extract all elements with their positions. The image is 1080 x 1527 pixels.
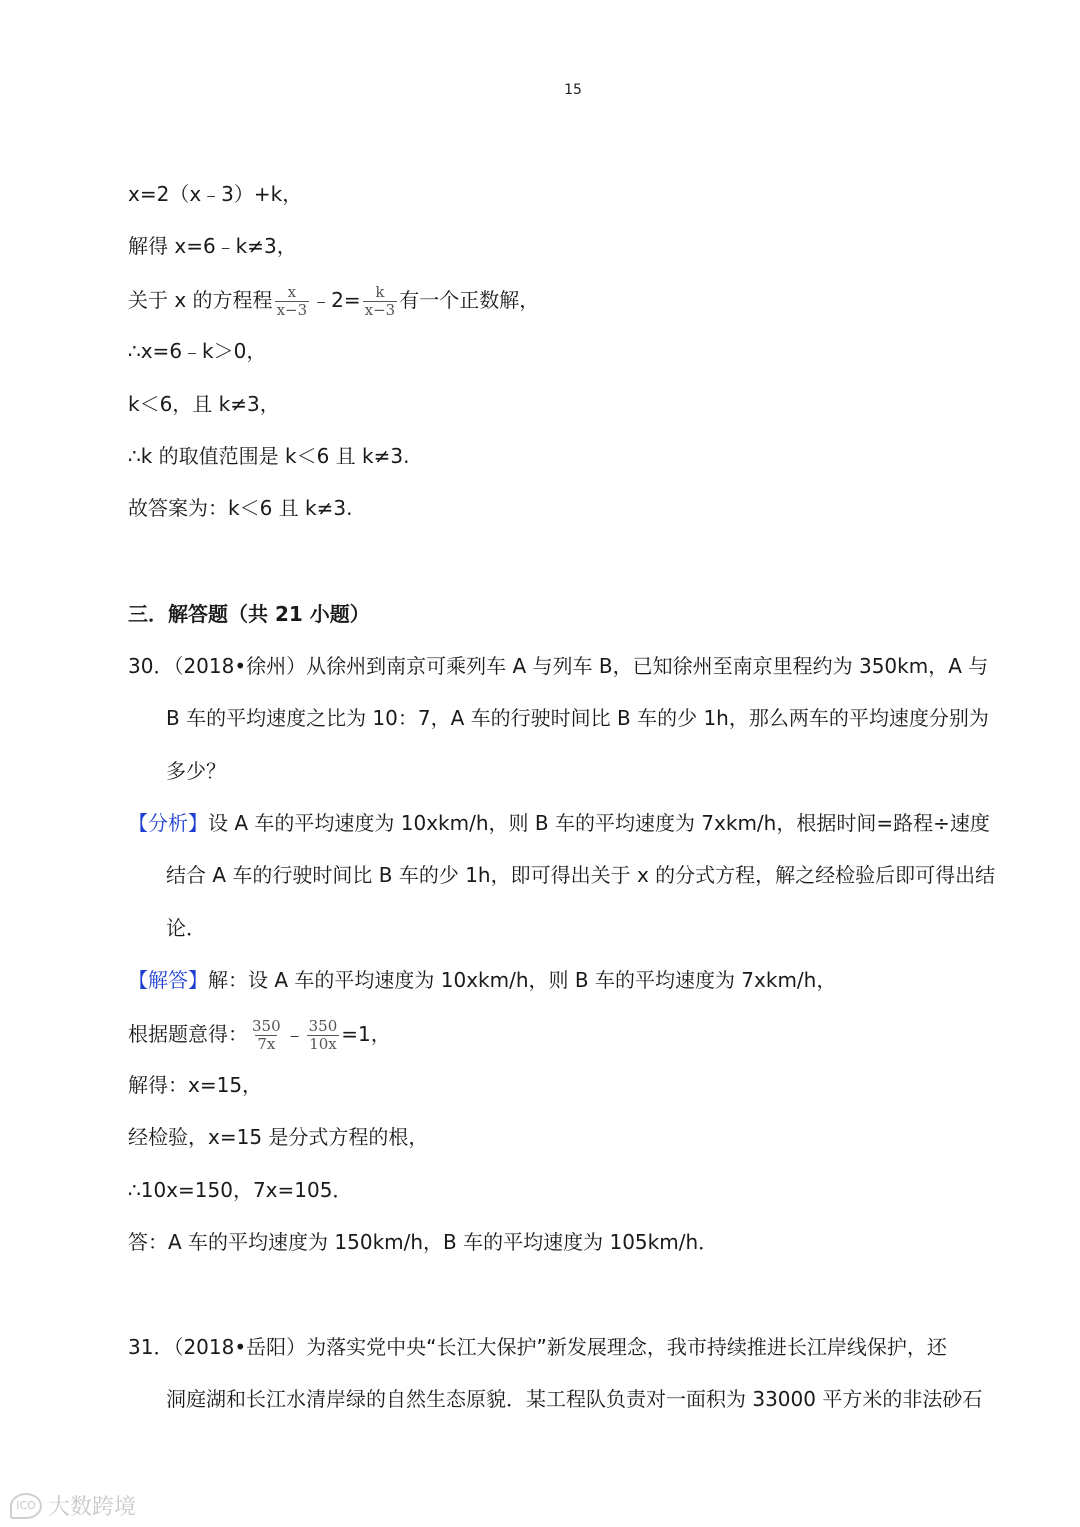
text-segment: 关于 x 的方程程	[128, 288, 273, 312]
q30-answer-line-1	[128, 966, 1020, 994]
answer-text: 解：设 A 车的平均速度为 10xkm/h，则 B 车的平均速度为 7xkm/h，	[208, 968, 837, 992]
fraction-numerator: x	[287, 283, 297, 301]
text-segment: 根据题意得：	[128, 1022, 248, 1046]
q30-check: 经检验，x=15 是分式方程的根，	[128, 1125, 429, 1149]
q30-analysis-line-1	[128, 809, 1020, 837]
q30-equation	[128, 1018, 1020, 1053]
q30-line-3: 多少？	[166, 759, 226, 783]
fraction-denominator: 7x	[257, 1035, 276, 1053]
analysis-tag: 【分析】	[128, 811, 208, 835]
text-segment: ﹣2=	[311, 288, 361, 312]
fraction-denominator: x−3	[276, 301, 308, 319]
fraction	[250, 1018, 283, 1053]
solution-line-2: 解得 x=6﹣k≠3，	[128, 234, 297, 258]
solution-line-5: k＜6，且 k≠3，	[128, 392, 280, 416]
fraction	[275, 284, 310, 319]
analysis-text: 设 A 车的平均速度为 10xkm/h，则 B 车的平均速度为 7xkm/h，根据时间=路程÷速度	[208, 811, 990, 835]
fraction-numerator: 350	[252, 1017, 281, 1035]
fraction	[363, 284, 398, 319]
fraction-denominator: x−3	[364, 301, 396, 319]
fraction-denominator: 10x	[309, 1035, 337, 1053]
answer-tag: 【解答】	[128, 968, 208, 992]
q30-therefore: ∴10x=150，7x=105．	[128, 1178, 353, 1202]
text-segment: =1，	[341, 1022, 391, 1046]
q30-line-1: 30．（2018•徐州）从徐州到南京可乘列车 A 与列车 B，已知徐州至南京里程约为 350km，A 与	[128, 654, 989, 678]
solution-line-1: x=2（x﹣3）+k，	[128, 182, 303, 206]
solution-line-7: 故答案为：k＜6 且 k≠3.	[128, 496, 353, 520]
q30-line-2: B 车的平均速度之比为 10：7，A 车的行驶时间比 B 车的少 1h，那么两车的平均速度分别为	[166, 706, 989, 730]
text-segment: ﹣	[284, 1022, 305, 1046]
fraction	[307, 1018, 340, 1053]
fraction-numerator: k	[375, 283, 385, 301]
solution-line-6: ∴k 的取值范围是 k＜6 且 k≠3.	[128, 444, 410, 468]
text-segment: 有一个正数解，	[399, 288, 540, 312]
watermark	[10, 1490, 136, 1521]
q30-analysis-line-3: 论．	[166, 916, 206, 940]
solution-line-3	[128, 284, 1020, 319]
q30-final-answer: 答：A 车的平均速度为 150km/h，B 车的平均速度为 105km/h．	[128, 1230, 719, 1254]
q31-line-2: 洞庭湖和长江水清岸绿的自然生态原貌．某工程队负责对一面积为 33000 平方米的非法砂石	[166, 1387, 983, 1411]
q31-line-1: 31．（2018•岳阳）为落实党中央“长江大保护”新发展理念，我市持续推进长江岸线保护，还	[128, 1335, 947, 1359]
section-heading: 三．解答题（共 21 小题）	[128, 602, 370, 626]
watermark-text: 大数跨境	[48, 1495, 137, 1520]
q30-analysis-line-2: 结合 A 车的行驶时间比 B 车的少 1h，即可得出关于 x 的分式方程，解之经检验后即可得出结	[166, 863, 996, 887]
solution-line-4: ∴x=6﹣k＞0，	[128, 339, 267, 363]
fraction-numerator: 350	[308, 1017, 338, 1035]
watermark-logo-icon: ICO	[10, 1493, 42, 1519]
q30-solve: 解得：x=15，	[128, 1073, 263, 1097]
page-number: 15	[564, 82, 582, 98]
